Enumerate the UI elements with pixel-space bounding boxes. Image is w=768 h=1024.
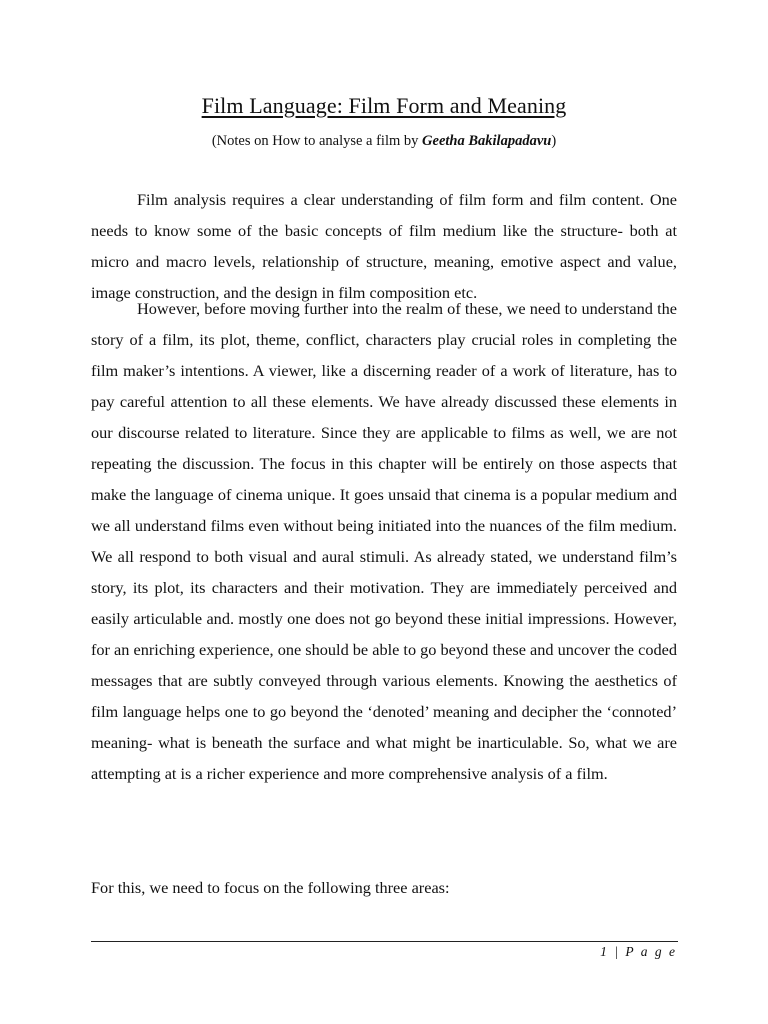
body-paragraph-2: However, before moving further into the realm of these, we need to understand the story of a film, its plot, theme, conflict, characters play crucial roles in completing the film maker’s intentions. A viewer, like a discerning reader of a work of literature, has to pay careful attention to all these elements. We have already discussed these elements in our discourse related to literature. Since they are applicable to films as well, we are not repeating the discussion. The focus in this chapter will be entirely on those aspects that make the language of cinema unique. It goes unsaid that cinema is a popular medium and we all understand films even without being initiated into the nuances of the film medium. We all respond to both visual and aural stimuli. As already stated, we understand film’s story, its plot, its characters and their motivation. They are immediately perceived and easily articulable and. mostly one does not go beyond these initial impressions. However, for an enriching experience, one should be able to go beyond these and uncover the coded messages that are subtly conveyed through various elements. Knowing the aesthetics of film language helps one to go beyond the ‘denoted’ meaning and decipher the ‘connoted’ meaning- what is beneath the surface and what might be inarticulable. So, what we are attempting at is a richer experience and more comprehensive analysis of a film. [91, 299, 677, 783]
subtitle-prefix: (Notes on How to analyse a film by [211, 133, 423, 149]
subtitle-author: Geetha Bakilapadavu [422, 133, 552, 149]
body-paragraph-3: For this, we need to focus on the following three areas: [91, 878, 450, 897]
footer-divider [91, 941, 678, 942]
body-paragraph-1: Film analysis requires a clear understanding of film form and film content. One needs to know some of the basic concepts of film medium like the structure- both at micro and macro levels, relationship of structure, meaning, emotive aspect and value, image construction, and the design in film composition etc. [91, 190, 677, 302]
document-subtitle [0, 133, 768, 150]
subtitle-suffix: ) [551, 133, 557, 149]
document-title: Film Language: Film Form and Meaning [201, 93, 567, 118]
page-number: 1 | P a g e [600, 944, 677, 959]
